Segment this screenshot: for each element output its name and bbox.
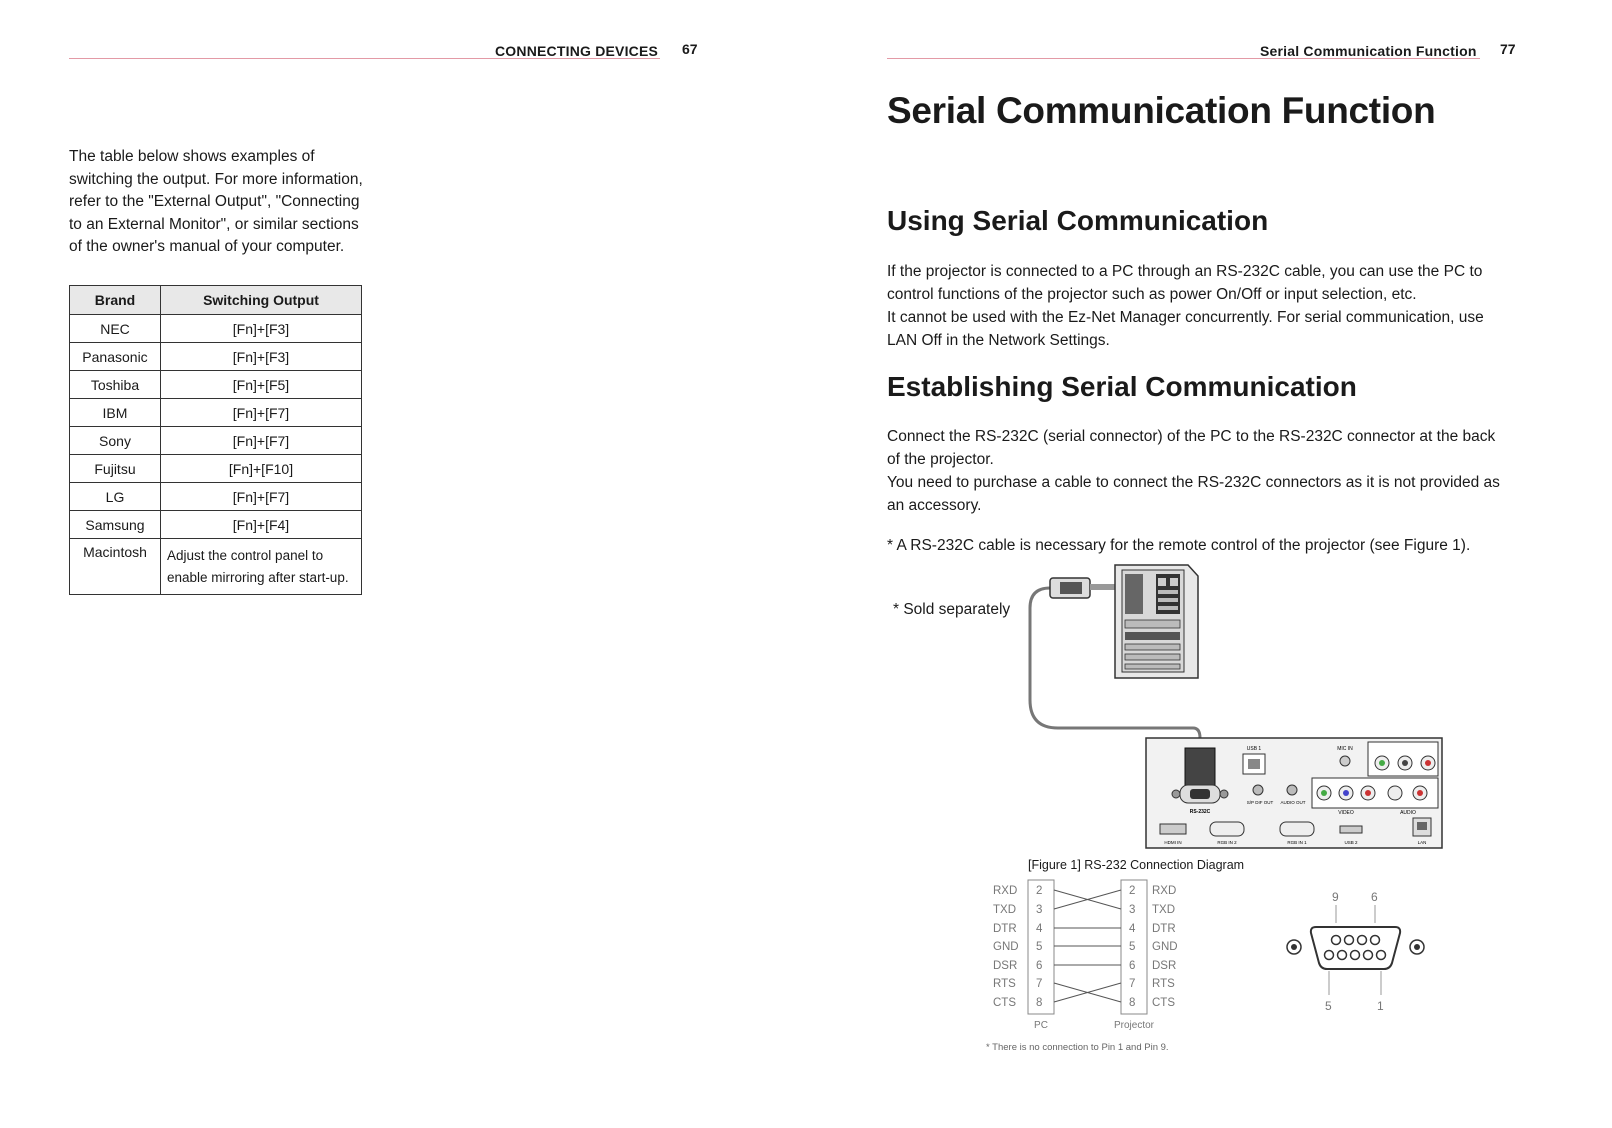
- connector-pin-label: 1: [1377, 999, 1384, 1013]
- left-pin-number: 2: [1036, 885, 1043, 897]
- left-page-number: 67: [682, 41, 698, 57]
- wiring-lines: [1054, 890, 1121, 1002]
- output-cell: [Fn]+[F4]: [161, 511, 362, 539]
- establishing-paragraph-2: You need to purchase a cable to connect the RS-232C connectors as it is not provided as an accessory.: [887, 474, 1500, 514]
- figure-reference-note: * A RS-232C cable is necessary for the remote control of the projector (see Figure 1).: [887, 537, 1471, 554]
- right-signal-label: DTR: [1152, 923, 1176, 935]
- left-pin-number: 5: [1036, 941, 1043, 953]
- right-signal-label: DSR: [1152, 960, 1177, 972]
- panel-label-rs232c: RS-232C: [1189, 809, 1211, 815]
- connector-pin-label: 9: [1332, 890, 1339, 904]
- right-signal-label: RXD: [1152, 885, 1177, 897]
- panel-label-spdif: S/P DIF OUT: [1246, 800, 1274, 805]
- brand-cell: NEC: [70, 315, 161, 343]
- output-cell: Adjust the control panel to enable mirroring after start-up.: [161, 539, 362, 595]
- output-cell: [Fn]+[F7]: [161, 483, 362, 511]
- brand-cell: Toshiba: [70, 371, 161, 399]
- page-title: Serial Communication Function: [887, 90, 1436, 131]
- table-row: [70, 343, 362, 371]
- output-cell: [Fn]+[F7]: [161, 399, 362, 427]
- right-pin-number: 4: [1129, 923, 1136, 935]
- table-row: [70, 427, 362, 455]
- right-pin-number: 3: [1129, 904, 1136, 916]
- connector-pin-label: 5: [1325, 999, 1332, 1013]
- left-pin-number: 4: [1036, 923, 1043, 935]
- table-row: [70, 483, 362, 511]
- panel-label-mic-in: MIC IN: [1337, 746, 1353, 752]
- right-pin-number: 7: [1129, 978, 1136, 990]
- pc-tower-icon: [1115, 565, 1198, 678]
- output-cell: [Fn]+[F3]: [161, 315, 362, 343]
- right-signal-label: GND: [1152, 941, 1178, 953]
- panel-label-video: VIDEO: [1338, 810, 1354, 816]
- panel-label-usb2: USB 2: [1344, 840, 1358, 845]
- using-paragraph-2: It cannot be used with the Ez-Net Manager concurrently. For serial communication, use LAN Off in the Network Settings.: [887, 309, 1484, 349]
- brand-cell: IBM: [70, 399, 161, 427]
- table-row: [70, 371, 362, 399]
- output-cell: [Fn]+[F3]: [161, 343, 362, 371]
- using-paragraph-1: If the projector is connected to a PC through an RS-232C cable, you can use the PC to control functions of the projector such as power On/Off or input selection, etc.: [887, 263, 1483, 303]
- pin-connection-note: * There is no connection to Pin 1 and Pin 9.: [986, 1042, 1169, 1053]
- output-cell: [Fn]+[F5]: [161, 371, 362, 399]
- switching-output-table: [69, 285, 362, 595]
- projector-back-panel: [1146, 738, 1442, 848]
- brand-cell: Panasonic: [70, 343, 161, 371]
- table-row: [70, 315, 362, 343]
- left-signal-label: DTR: [993, 923, 1017, 935]
- left-pin-number: 7: [1036, 978, 1043, 990]
- brand-cell: LG: [70, 483, 161, 511]
- brand-cell: Samsung: [70, 511, 161, 539]
- left-signal-label: GND: [993, 941, 1019, 953]
- connector-pin-label: 6: [1371, 890, 1378, 904]
- left-signal-label: CTS: [993, 997, 1016, 1009]
- using-heading: Using Serial Communication: [887, 205, 1269, 236]
- panel-label-usb1: USB 1: [1246, 746, 1262, 752]
- table-header-brand: Brand: [70, 286, 161, 315]
- left-signal-label: RXD: [993, 885, 1018, 897]
- right-signal-label: CTS: [1152, 997, 1175, 1009]
- table-row: [70, 455, 362, 483]
- panel-label-hdmi-in: HDMI IN: [1164, 840, 1182, 845]
- table-row: [70, 539, 362, 595]
- connection-illustration: [1010, 560, 1470, 860]
- right-signal-label: TXD: [1152, 904, 1175, 916]
- table-row: [70, 511, 362, 539]
- figure-caption: [Figure 1] RS-232 Connection Diagram: [1028, 858, 1245, 872]
- right-pin-number: 6: [1129, 960, 1136, 972]
- establishing-paragraph-1: Connect the RS-232C (serial connector) of the PC to the RS-232C connector at the back of the projector.: [887, 428, 1496, 468]
- panel-label-rgb-in-2: RGB IN 2: [1217, 840, 1237, 845]
- right-page-number: 77: [1500, 41, 1516, 57]
- establishing-heading: Establishing Serial Communication: [887, 371, 1357, 402]
- panel-label-rgb-in-1: RGB IN 1: [1287, 840, 1307, 845]
- left-signal-label: DSR: [993, 960, 1018, 972]
- brand-cell: Fujitsu: [70, 455, 161, 483]
- left-header-title: CONNECTING DEVICES: [495, 43, 659, 59]
- right-pin-number: 5: [1129, 941, 1136, 953]
- left-pin-number: 8: [1036, 997, 1043, 1009]
- right-header-title: Serial Communication Function: [1260, 43, 1477, 59]
- panel-label-audio-out: AUDIO OUT: [1280, 800, 1306, 805]
- table-row: [70, 399, 362, 427]
- intro-paragraph: The table below shows examples of switching the output. For more information, refer to the "External Output", "Connecting to an External Monitor", or similar sections of the owner's manual of your computer.: [69, 148, 363, 256]
- pc-label: PC: [1034, 1020, 1048, 1031]
- left-signal-label: TXD: [993, 904, 1016, 916]
- right-signal-label: RTS: [1152, 978, 1175, 990]
- projector-label: Projector: [1113, 1020, 1155, 1031]
- output-cell: [Fn]+[F7]: [161, 427, 362, 455]
- panel-label-audio: AUDIO: [1400, 810, 1416, 816]
- sold-separately-label: * Sold separately: [893, 601, 1011, 618]
- right-pin-number: 8: [1129, 997, 1136, 1009]
- left-pin-number: 3: [1036, 904, 1043, 916]
- brand-cell: Sony: [70, 427, 161, 455]
- db9-connector-icon: [1280, 885, 1430, 1015]
- table-header-row: [70, 286, 362, 315]
- pin-wiring-diagram: [980, 878, 1240, 1038]
- right-pin-number: 2: [1129, 885, 1136, 897]
- left-signal-label: RTS: [993, 978, 1016, 990]
- left-pin-number: 6: [1036, 960, 1043, 972]
- panel-label-lan: LAN: [1417, 840, 1427, 845]
- brand-cell: Macintosh: [70, 539, 161, 595]
- pc-cable-plug-icon: [1050, 578, 1120, 598]
- output-cell: [Fn]+[F10]: [161, 455, 362, 483]
- table-header-output: Switching Output: [161, 286, 362, 315]
